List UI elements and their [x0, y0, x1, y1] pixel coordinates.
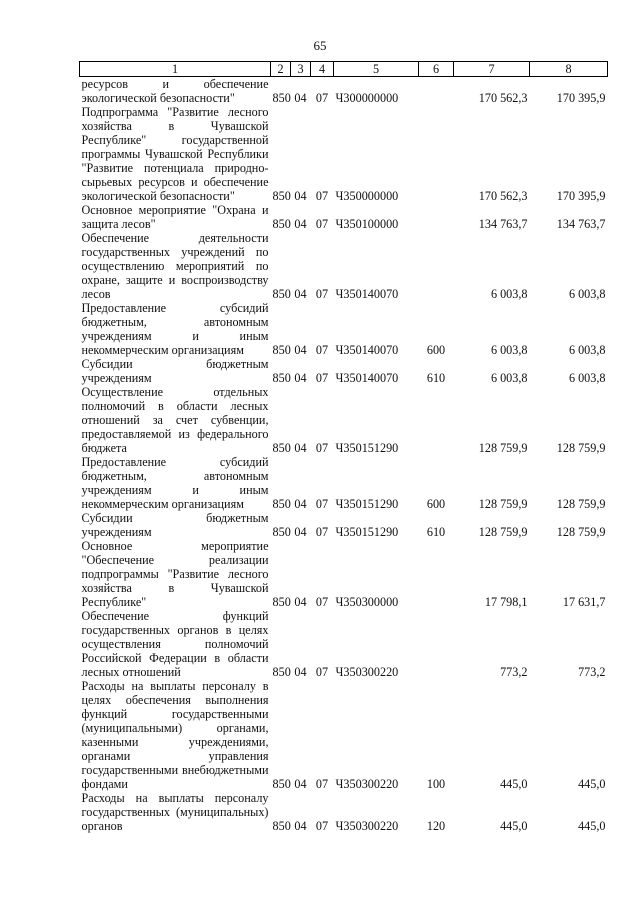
page-number: 65	[313, 38, 327, 53]
row-amount-year1: 17 798,1	[484, 595, 528, 609]
row-code-rz: 04	[294, 665, 307, 679]
row-code-csr: Ч350140070	[335, 343, 399, 357]
row-code-vr	[419, 77, 454, 106]
row-code-pr: 07	[315, 91, 329, 105]
row-amount-year2: 128 759,9	[556, 497, 606, 511]
header-row	[80, 62, 608, 77]
row-code-pr: 07	[315, 343, 329, 357]
row-code-vr: 120	[426, 819, 446, 833]
row-code-gr: 850	[272, 91, 291, 105]
row-name: Основное мероприятие "Охрана и защита лесов"	[81, 203, 269, 231]
row-code-rz: 04	[294, 525, 307, 539]
row-code-gr: 850	[272, 287, 291, 301]
row-code-rz: 04	[294, 441, 307, 455]
row-amount-year1: 445,0	[500, 819, 528, 833]
row-amount-year2: 17 631,7	[562, 595, 606, 609]
row-amount-year2: 445,0	[578, 819, 606, 833]
row-code-gr: 850	[272, 595, 291, 609]
row-code-gr: 850	[272, 525, 291, 539]
row-code-pr: 07	[315, 497, 329, 511]
row-amount-year1: 170 562,3	[478, 189, 528, 203]
row-code-rz: 04	[294, 497, 307, 511]
row-code-csr: Ч350140070	[335, 371, 399, 385]
table-row	[80, 609, 608, 679]
row-code-gr: 850	[272, 777, 291, 791]
table-row	[80, 105, 608, 203]
row-amount-year2: 6 003,8	[568, 371, 606, 385]
row-amount-year1: 128 759,9	[478, 497, 528, 511]
table-row	[80, 385, 608, 455]
row-amount-year1: 134 763,7	[478, 217, 528, 231]
row-code-csr: Ч350300000	[335, 595, 399, 609]
row-code-pr: 07	[315, 217, 329, 231]
row-code-rz: 04	[294, 777, 307, 791]
row-code-rz: 04	[294, 217, 307, 231]
table-row	[80, 301, 608, 357]
row-name: Обеспечение функций государственных органов в целях осуществления полномочий Российской Федерации в области лесных отношений	[81, 609, 269, 679]
row-code-rz: 04	[294, 189, 307, 203]
row-code-vr	[419, 203, 454, 231]
row-code-rz: 04	[294, 595, 307, 609]
row-amount-year2: 128 759,9	[556, 525, 606, 539]
row-code-pr: 07	[315, 819, 329, 833]
header-col-1: 1	[80, 62, 271, 77]
table-row	[80, 231, 608, 301]
row-name: Подпрограмма "Развитие лесного хозяйства в Чувашской Республике" государственной программы Чувашской Республики "Развитие потенциала природно-сырьевых ресурсов и обеспечение экологической безопасности"	[81, 105, 269, 203]
row-code-csr: Ч350300220	[335, 665, 399, 679]
row-code-csr: Ч350300220	[335, 777, 399, 791]
row-code-csr: Ч350100000	[335, 217, 399, 231]
header-col-5: 5	[334, 62, 419, 77]
row-code-csr: Ч300000000	[335, 91, 399, 105]
row-code-vr	[419, 609, 454, 679]
row-code-vr	[419, 231, 454, 301]
header-col-4: 4	[311, 62, 334, 77]
row-name: Основное мероприятие "Обеспечение реализации подпрограммы "Развитие лесного хозяйства в Чувашской Республике"	[81, 539, 269, 609]
row-code-pr: 07	[315, 189, 329, 203]
row-name: Обеспечение деятельности государственных учреждений по осуществлению мероприятий по охране, защите и воспроизводству лесов	[81, 231, 269, 301]
row-code-pr: 07	[315, 525, 329, 539]
row-amount-year1: 6 003,8	[490, 343, 528, 357]
header-col-3: 3	[291, 62, 311, 77]
row-code-pr: 07	[315, 665, 329, 679]
row-amount-year2: 6 003,8	[568, 343, 606, 357]
row-amount-year2: 6 003,8	[568, 287, 606, 301]
row-amount-year2: 773,2	[578, 665, 606, 679]
row-amount-year2: 170 395,9	[556, 189, 606, 203]
row-name: Осуществление отдельных полномочий в области лесных отношений за счет субвенции, предоставляемой из федерального бюджета	[81, 385, 269, 455]
row-code-rz: 04	[294, 343, 307, 357]
row-code-pr: 07	[315, 287, 329, 301]
row-code-gr: 850	[272, 217, 291, 231]
table-row	[80, 77, 608, 106]
row-code-vr: 600	[426, 343, 446, 357]
row-code-rz: 04	[294, 287, 307, 301]
row-code-csr: Ч350300220	[335, 819, 399, 833]
row-amount-year1: 445,0	[500, 777, 528, 791]
row-amount-year1: 128 759,9	[478, 441, 528, 455]
row-name: Субсидии бюджетным учреждениям	[81, 511, 269, 539]
row-code-csr: Ч350151290	[335, 497, 399, 511]
row-amount-year1: 6 003,8	[490, 287, 528, 301]
row-code-gr: 850	[272, 819, 291, 833]
row-amount-year2: 134 763,7	[556, 217, 606, 231]
table-row	[80, 791, 608, 833]
row-name: Расходы на выплаты персоналу государственных (муниципальных) органов	[81, 791, 269, 833]
row-code-csr: Ч350000000	[335, 189, 399, 203]
row-code-gr: 850	[272, 371, 291, 385]
row-code-rz: 04	[294, 91, 307, 105]
table-row	[80, 511, 608, 539]
row-code-vr: 610	[426, 371, 446, 385]
row-name: Субсидии бюджетным учреждениям	[81, 357, 269, 385]
row-amount-year1: 773,2	[500, 665, 528, 679]
table-row	[80, 539, 608, 609]
header-col-6: 6	[419, 62, 454, 77]
row-code-gr: 850	[272, 189, 291, 203]
header-col-2: 2	[271, 62, 291, 77]
row-code-pr: 07	[315, 441, 329, 455]
row-code-vr	[419, 385, 454, 455]
row-amount-year1: 170 562,3	[478, 91, 528, 105]
row-code-pr: 07	[315, 595, 329, 609]
budget-table	[79, 61, 608, 833]
row-amount-year2: 170 395,9	[556, 91, 606, 105]
table-row	[80, 203, 608, 231]
table-row	[80, 679, 608, 791]
row-name: Расходы на выплаты персоналу в целях обеспечения выполнения функций государственными (муниципальными) органами, казенными учреждениями, органами управления государственными внебюджетными фондами	[81, 679, 269, 791]
row-code-vr: 600	[426, 497, 446, 511]
header-col-8: 8	[530, 62, 608, 77]
row-code-pr: 07	[315, 777, 329, 791]
row-amount-year2: 128 759,9	[556, 441, 606, 455]
row-amount-year2: 445,0	[578, 777, 606, 791]
header-col-7: 7	[454, 62, 530, 77]
row-code-gr: 850	[272, 441, 291, 455]
row-amount-year1: 6 003,8	[490, 371, 528, 385]
row-code-vr	[419, 539, 454, 609]
table-body	[80, 77, 608, 834]
row-code-csr: Ч350140070	[335, 287, 399, 301]
row-code-csr: Ч350151290	[335, 525, 399, 539]
row-code-gr: 850	[272, 343, 291, 357]
table-row	[80, 455, 608, 511]
row-code-vr: 100	[426, 777, 446, 791]
row-amount-year1: 128 759,9	[478, 525, 528, 539]
row-name: Предоставление субсидий бюджетным, автономным учреждениям и иным некоммерческим организациям	[81, 455, 269, 511]
table-row	[80, 357, 608, 385]
row-code-rz: 04	[294, 371, 307, 385]
row-code-gr: 850	[272, 497, 291, 511]
row-code-pr: 07	[315, 371, 329, 385]
row-code-vr: 610	[426, 525, 446, 539]
row-name: Предоставление субсидий бюджетным, автономным учреждениям и иным некоммерческим организациям	[81, 301, 269, 357]
row-name: ресурсов и обеспечение экологической безопасности"	[81, 77, 269, 105]
row-code-gr: 850	[272, 665, 291, 679]
row-code-csr: Ч350151290	[335, 441, 399, 455]
row-code-rz: 04	[294, 819, 307, 833]
row-code-vr	[419, 105, 454, 203]
